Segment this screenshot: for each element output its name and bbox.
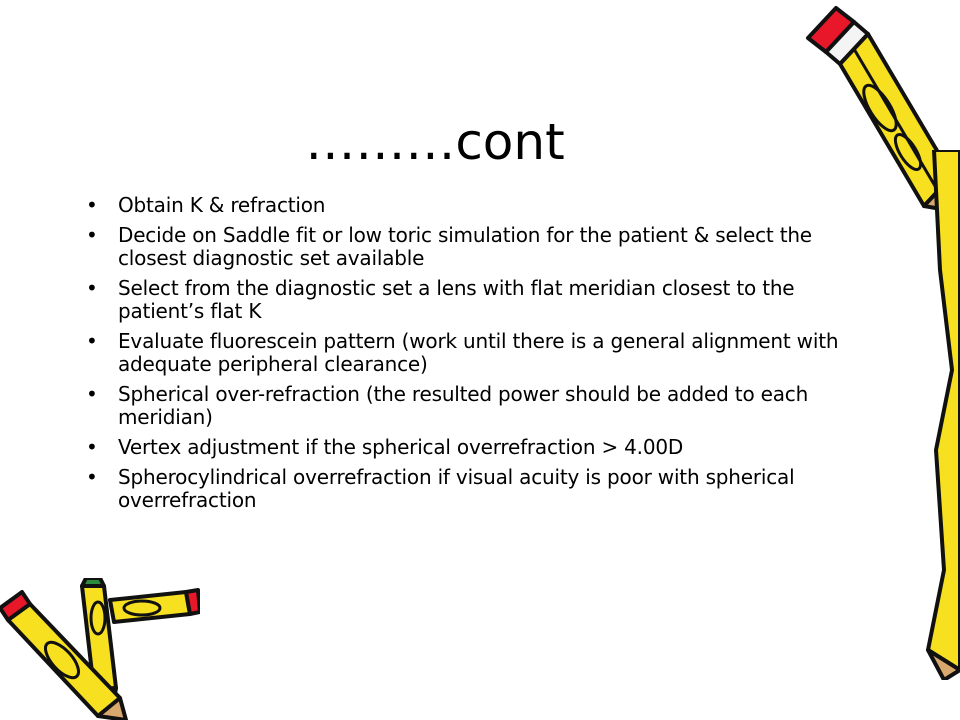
pencils-icon	[0, 578, 200, 720]
bullet-item: • Spherical over-refraction (the resulted power should be added to each meridian)	[82, 383, 872, 429]
bullet-item: • Evaluate fluorescein pattern (work until there is a general alignment with adequate peripheral clearance)	[82, 330, 872, 376]
slide-title: ………cont	[305, 113, 565, 171]
bullet-item: • Spherocylindrical overrefraction if visual acuity is poor with spherical overrefraction	[82, 466, 872, 512]
bullet-item: • Obtain K & refraction	[82, 194, 872, 217]
bullet-item: • Decide on Saddle fit or low toric simulation for the patient & select the closest diagnostic set available	[82, 224, 872, 270]
bullet-item: • Select from the diagnostic set a lens with flat meridian closest to the patient’s flat K	[82, 277, 872, 323]
bullet-item: • Vertex adjustment if the spherical overrefraction > 4.00D	[82, 436, 872, 459]
bullet-list	[82, 194, 872, 519]
pencil-tip-icon	[900, 150, 960, 680]
